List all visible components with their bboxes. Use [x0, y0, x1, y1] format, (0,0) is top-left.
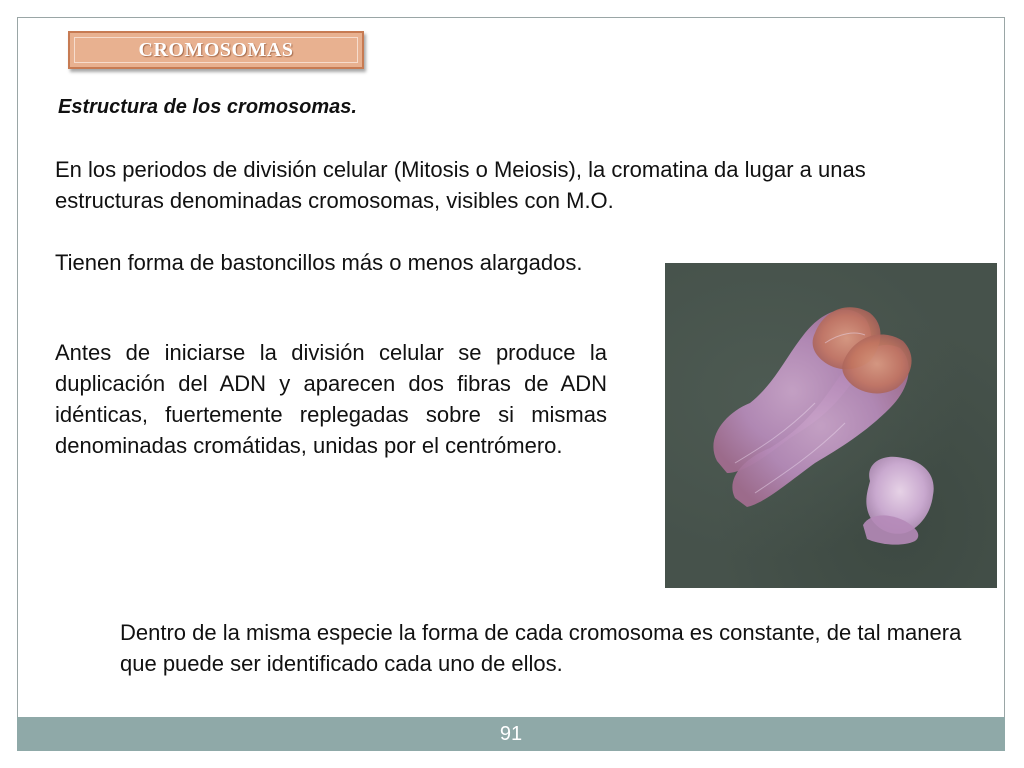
- paragraph-division: En los periodos de división celular (Mitosis o Meiosis), la cromatina da lugar a unas estructuras denominadas cromosomas, visibles con M.O.: [55, 157, 866, 213]
- footer-bar: [17, 717, 1005, 751]
- section-subtitle: Estructura de los cromosomas.: [58, 96, 357, 118]
- page-number: 91: [499, 722, 523, 745]
- slide-title: CROMOSOMAS: [138, 38, 294, 61]
- paragraph-shape: Tienen forma de bastoncillos más o menos alargados.: [55, 250, 583, 275]
- small-chromosome-shape: [863, 457, 934, 545]
- paragraph-species: Dentro de la misma especie la forma de cada cromosoma es constante, de tal manera que puede ser identificado cada uno de ellos.: [120, 620, 962, 676]
- paragraph-duplication: Antes de iniciarse la división celular se produce la duplicación del ADN y aparecen dos fibras de ADN idénticas, fuertemente replegadas sobre si mismas denominadas cromátidas, unidas por el centrómero.: [55, 340, 607, 458]
- chromosome-micrograph-image: [665, 263, 997, 588]
- slide-title-box: [68, 31, 364, 69]
